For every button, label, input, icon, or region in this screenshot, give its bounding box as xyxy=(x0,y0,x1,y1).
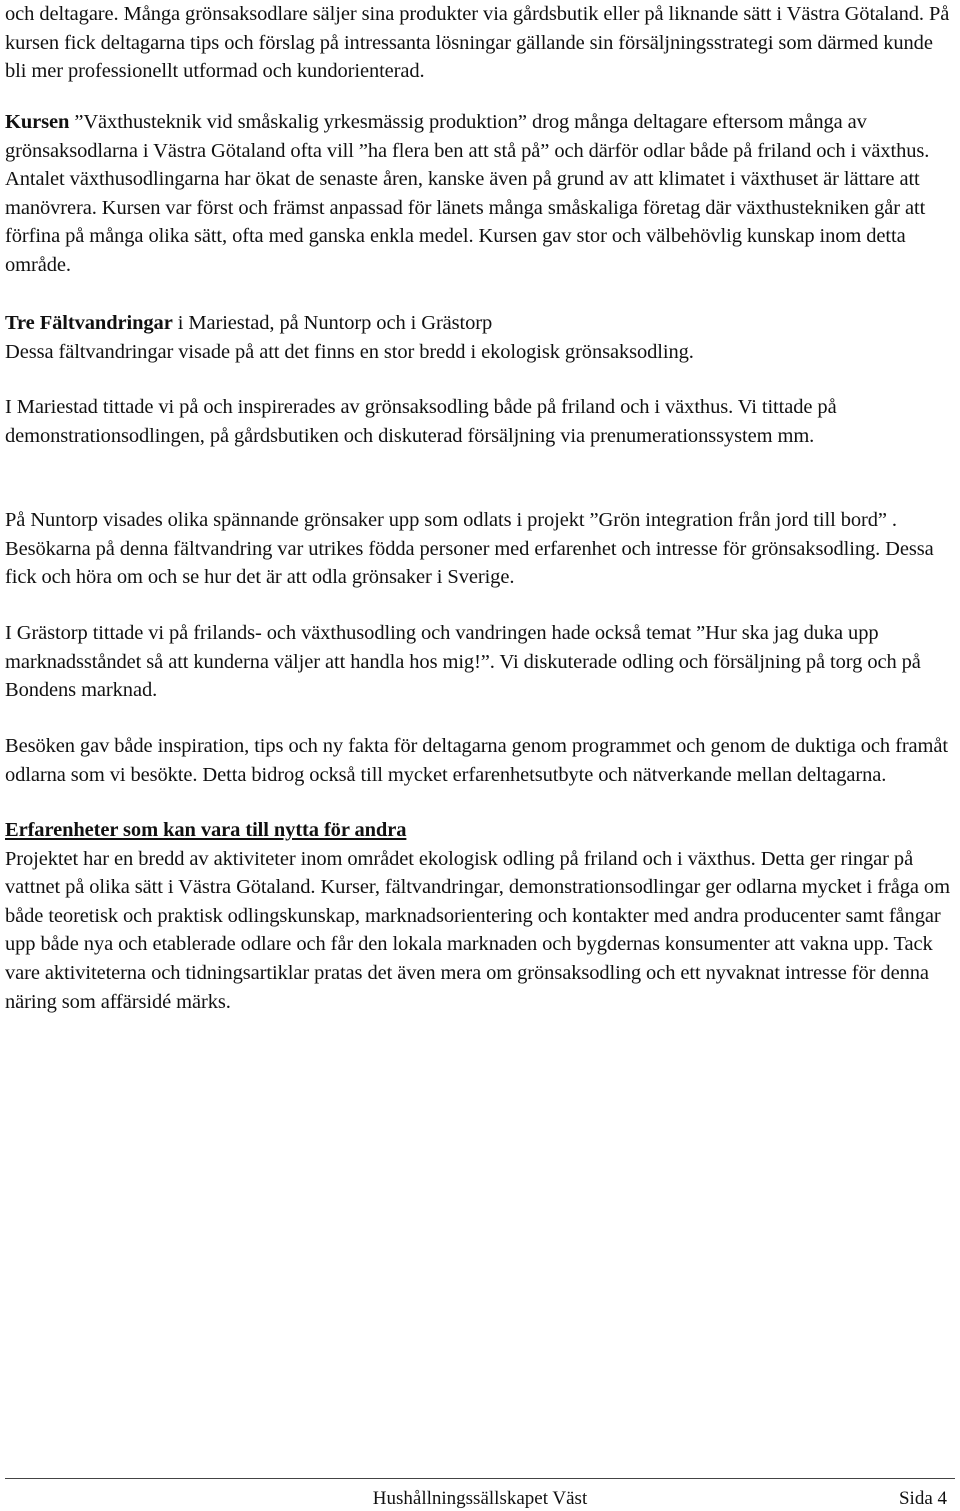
grastorp-paragraph: I Grästorp tittade vi på frilands- och växthusodling och vandringen hade också temat ”Hur ska jag duka upp marknadsståndet så att kunderna väljer att handla hos mig!”. Vi diskuterade odling och försäljning på torg och på Bondens marknad. xyxy=(5,622,921,702)
course-paragraph xyxy=(5,108,955,280)
footer-organization: Hushållningssällskapet Väst xyxy=(372,1488,588,1509)
mariestad-paragraph: I Mariestad tittade vi på och inspirerades av grönsaksodling både på friland och i växthus. Vi tittade på demonstrationsodlingen, på gårdsbutiken och diskuterad försäljning via prenumerationssystem mm. xyxy=(5,396,837,447)
field-walk-section xyxy=(5,309,694,366)
intro-paragraph: och deltagare. Många grönsaksodlare säljer sina produkter via gårdsbutik eller på liknande sätt i Västra Götaland. På kursen fick deltagarna tips och förslag på intressanta lösningar gällande sin försäljningsstrategi som därmed kunde bli mer professionellt utformad och kundorienterad. xyxy=(5,3,950,83)
course-heading: Kursen xyxy=(5,111,70,133)
experience-paragraph: Projektet har en bredd av aktiviteter inom området ekologisk odling på friland och i växthus. Detta ger ringar på vattnet på olika sätt i Västra Götaland. Kurser, fältvandringar, demonstrationsodlingar ger odlarna mycket i fråga om både teoretisk och praktisk odlingskunskap, marknadsorientering och kontakter med andra producenter samt fångar upp både nya och etablerade odlare och får den lokala marknaden och bygdernas konsumenter att vakna upp. Tack vare aktiviteterna och tidningsartiklar pratas det även mera om grönsaksodling och ett nyvaknat intresse för denna näring som affärsidé märks. xyxy=(5,847,950,1013)
experience-section xyxy=(5,816,955,1016)
course-text: ”Växthusteknik vid småskalig yrkesmässig produktion” drog många deltagare eftersom många av grönsaksodlarna i Västra Götaland ofta vill ”ha flera ben att stå på” och därför odlar både på friland och i växthus. Antalet växthusodlingarna har ökat de senaste åren, kanske även på grund av att klimatet i växthuset är lättare att manövrera. Kursen var först och främst anpassad för länets många småskaliga företag där växthustekniken går att förfina på många olika sätt, ofta med ganska enkla medel. Kursen gav stor och välbehövlig kunskap inom detta område. xyxy=(5,111,930,276)
field-walk-heading: Tre Fältvandringar xyxy=(5,312,173,334)
footer-page-number: Sida 4 xyxy=(898,1488,947,1509)
page-footer xyxy=(5,1478,955,1509)
field-walk-text: Dessa fältvandringar visade på att det finns en stor bredd i ekologisk grönsaksodling. xyxy=(5,340,694,363)
visits-paragraph: Besöken gav både inspiration, tips och ny fakta för deltagarna genom programmet och genom de duktiga och framåt odlarna som vi besökte. Detta bidrog också till mycket erfarenhetsutbyte och nätverkande mellan deltagarna. xyxy=(5,735,948,786)
nuntorp-paragraph: På Nuntorp visades olika spännande grönsaker upp som odlats i projekt ”Grön integration från jord till bord” . Besökarna på denna fältvandring var utrikes födda personer med erfarenhet och intresse för grönsaksodling. Dessa fick och höra om och se hur det är att odla grönsaker i Sverige. xyxy=(5,509,934,589)
experience-heading: Erfarenheter som kan vara till nytta för andra xyxy=(5,819,407,841)
field-walk-locations: i Mariestad, på Nuntorp och i Grästorp xyxy=(172,312,493,334)
